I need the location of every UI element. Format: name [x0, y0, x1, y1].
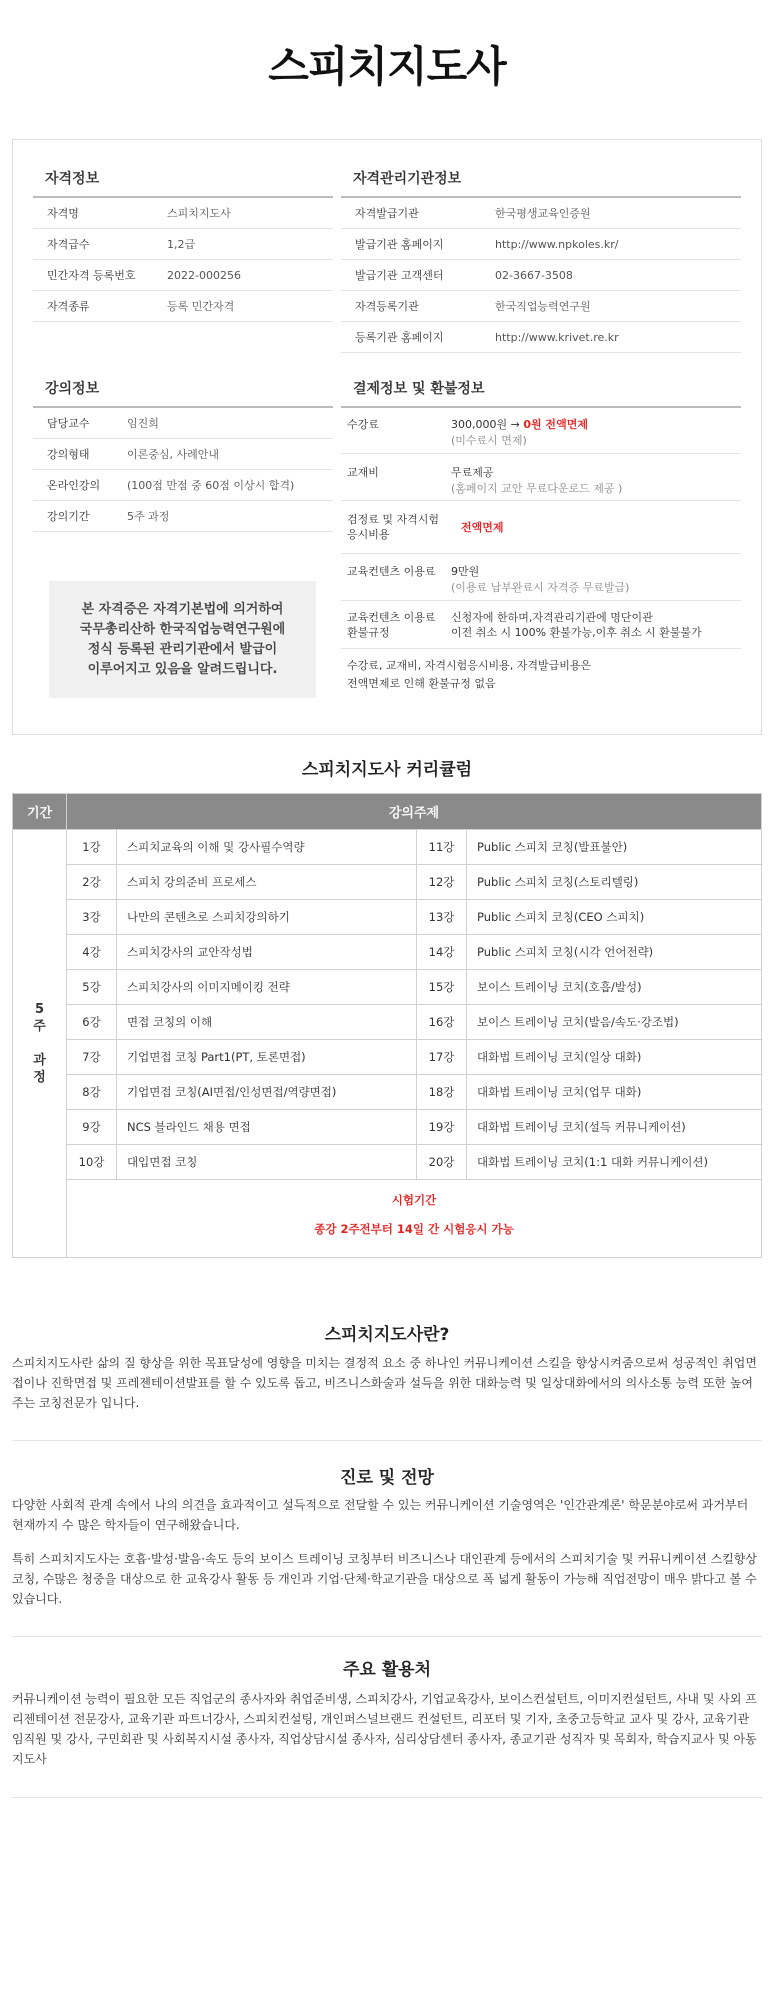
org-key: 자격등록기관	[355, 300, 419, 313]
exam-desc: 종강 2주전부터 14일 간 시험응시 가능	[67, 1220, 762, 1258]
lecture-topic: Public 스피치 코칭(스토리텔링)	[467, 865, 762, 900]
content-fee-note: (이용료 납부완료시 자격증 무료발급)	[451, 581, 630, 594]
info-box	[12, 139, 762, 735]
page-title: 스피치지도사	[268, 42, 506, 91]
lecture-number: 18강	[417, 1075, 467, 1110]
lecture-number: 4강	[67, 935, 117, 970]
lecture-key: 온라인강의	[47, 479, 101, 492]
lecture-topic: 기업면접 코칭(AI면접/인성면접/역량면접)	[117, 1075, 417, 1110]
lecture-number: 13강	[417, 900, 467, 935]
period-text: 정	[33, 1070, 46, 1085]
refund-text: 이전 취소 시 100% 환불가능,이후 취소 시 환불불가	[451, 626, 702, 639]
lecture-value: 5주 과정	[127, 510, 170, 523]
fee-price: 300,000원 →	[451, 418, 520, 431]
refund-text: 신청자에 한하며,자격관리기관에 명단이관	[451, 611, 653, 624]
qual-key: 자격명	[47, 207, 79, 220]
table-row	[13, 1075, 762, 1110]
payment-heading: 결제정보 및 환불정보	[341, 378, 741, 408]
lecture-number: 6강	[67, 1005, 117, 1040]
lecture-topic: 스피치강사의 이미지메이킹 전략	[117, 970, 417, 1005]
lecture-topic: 스피치교육의 이해 및 강사필수역량	[117, 830, 417, 865]
lecture-topic: Public 스피치 코칭(시각 언어전략)	[467, 935, 762, 970]
lecture-number: 2강	[67, 865, 117, 900]
notice-line: 본 자격증은 자격기본법에 의거하여	[81, 601, 284, 617]
curriculum-table	[12, 793, 762, 1258]
qual-key: 민간자격 등록번호	[47, 269, 136, 282]
qual-info-heading: 자격정보	[33, 168, 333, 198]
table-row	[13, 865, 762, 900]
book-label: 교재비	[347, 466, 379, 479]
lecture-number: 8강	[67, 1075, 117, 1110]
lecture-info-panel	[33, 378, 333, 532]
table-row	[13, 830, 762, 865]
book-value: 무료제공	[451, 466, 494, 479]
lecture-topic: 대화법 트레이닝 코치(1:1 대화 커뮤니케이션)	[467, 1145, 762, 1180]
lecture-row	[33, 408, 333, 439]
lecture-topic: 대입면접 코칭	[117, 1145, 417, 1180]
about-title: 스피치지도사란?	[324, 1325, 450, 1345]
lecture-number: 1강	[67, 830, 117, 865]
lecture-topic: 보이스 트레이닝 코치(호흡/발성)	[467, 970, 762, 1005]
career-title: 진로 및 전망	[340, 1468, 434, 1488]
lecture-number: 19강	[417, 1110, 467, 1145]
org-homepage-link[interactable]: http://www.npkoles.kr/	[495, 237, 619, 251]
qual-key: 자격급수	[47, 238, 90, 251]
fee-free: 0원 전액면제	[523, 418, 588, 431]
payment-panel	[341, 378, 741, 693]
fee-label: 수강료	[347, 418, 379, 431]
org-row	[341, 322, 741, 353]
org-row	[341, 291, 741, 322]
lecture-number: 14강	[417, 935, 467, 970]
lecture-number: 17강	[417, 1040, 467, 1075]
exam-fee-value: 전액면제	[461, 521, 504, 534]
notice-line: 정식 등록된 관리기관에서 발급이	[87, 641, 278, 657]
lecture-value: 이론중심, 사례안내	[127, 448, 220, 461]
table-row	[13, 900, 762, 935]
table-row	[13, 970, 762, 1005]
refund-footer	[341, 649, 741, 693]
topic-header: 강의주제	[67, 794, 762, 830]
qual-value: 등록 민간자격	[167, 300, 235, 313]
reg-homepage-link[interactable]: http://www.krivet.re.kr	[495, 330, 619, 344]
period-text: 과	[33, 1053, 46, 1068]
lecture-key: 담당교수	[47, 417, 90, 430]
exam-fee-label-line: 응시비용	[347, 528, 390, 541]
book-note: (홈페이지 교안 무료다운로드 제공 )	[451, 482, 623, 495]
refund-footer-line: 전액면제로 인해 환불규정 없음	[347, 677, 496, 690]
book-row	[341, 454, 741, 501]
qual-row	[33, 229, 333, 260]
org-info-panel	[341, 168, 741, 353]
divider	[12, 1636, 762, 1637]
lecture-number: 9강	[67, 1110, 117, 1145]
org-row	[341, 198, 741, 229]
lecture-row	[33, 439, 333, 470]
lecture-topic: NCS 블라인드 채용 면접	[117, 1110, 417, 1145]
notice-line: 국무총리산하 한국직업능력연구원에	[79, 621, 286, 637]
lecture-topic: 기업면접 코칭 Part1(PT, 토론면접)	[117, 1040, 417, 1075]
curriculum-title: 스피치지도사 커리큘럼	[301, 760, 473, 780]
lecture-value: 임진희	[127, 417, 159, 430]
lecture-number: 16강	[417, 1005, 467, 1040]
lecture-topic: 스피치 강의준비 프로세스	[117, 865, 417, 900]
lecture-number: 15강	[417, 970, 467, 1005]
exam-fee-row	[341, 501, 741, 554]
qual-row	[33, 260, 333, 291]
lecture-number: 12강	[417, 865, 467, 900]
org-key: 자격발급기관	[355, 207, 419, 220]
lecture-number: 5강	[67, 970, 117, 1005]
exam-fee-label	[341, 512, 451, 542]
period-text: 주	[33, 1019, 46, 1034]
content-fee-label: 교육컨텐츠 이용료	[347, 565, 436, 578]
notice-line: 이루어지고 있음을 알려드립니다.	[87, 661, 278, 677]
lecture-key: 강의형태	[47, 448, 90, 461]
about-text: 스피치지도사란 삶의 질 향상을 위한 목표달성에 영향을 미치는 결정적 요소 중 하나인 커뮤니케이션 스킬을 향상시켜줌으로써 성공적인 취업면접이나 진학면접 및 프레젠테이션발표를 할 수 있도록 돕고, 비즈니스화술과 설득을 위한 대화능력 및 일상대화에서의 의사소통 능력 또한 높여주는 코칭전문가 입니다.	[12, 1356, 757, 1410]
lecture-row	[33, 501, 333, 532]
fee-note: (미수료시 면제)	[451, 434, 527, 447]
period-cell	[13, 830, 67, 1258]
lecture-topic: Public 스피치 코칭(발표불안)	[467, 830, 762, 865]
career-text: 다양한 사회적 관계 속에서 나의 의견을 효과적이고 설득적으로 전달할 수 있는 커뮤니케이션 기술영역은 '인간관계론' 학문분야로써 과거부터 현재까지 수 많은 학자들이 연구해왔습니다.	[12, 1498, 749, 1532]
exam-row	[13, 1180, 762, 1220]
org-key: 등록기관 홈페이지	[355, 331, 444, 344]
org-row	[341, 260, 741, 291]
divider	[12, 1440, 762, 1441]
usage-text: 커뮤니케이션 능력이 필요한 모든 직업군의 종사자와 취업준비생, 스피치강사, 기업교육강사, 보이스컨설턴트, 이미지컨설턴트, 사내 및 사외 프리젠테이션 전문강사, 교육기관 파트너강사, 스피치컨설팅, 개인퍼스널브랜드 컨설턴트, 리포터 및 기자, 초중고등학교 교사 및 강사, 교육기관 임직원 및 강사, 구민회관 및 사회복지시설 종사자, 직업상담시설 종사자, 심리상담센터 종사자, 종교기관 성직자 및 목회자, 학습지교사 및 아동지도사	[12, 1692, 757, 1766]
refund-row	[341, 601, 741, 649]
qual-value: 2022-000256	[167, 268, 241, 282]
lecture-topic: 보이스 트레이닝 코치(발음/속도·강조법)	[467, 1005, 762, 1040]
career-text: 특히 스피치지도사는 호흡·발성·발음·속도 등의 보이스 트레이닝 코칭부터 비즈니스나 대인관계 등에서의 스피치기술 및 커뮤니케이션 스킬향상코칭, 수많은 청중을 대상으로 한 교육강사 활동 등 개인과 기업·단체·학교기관을 대상으로 폭 넓게 활동이 가능해 직업전망이 매우 밝다고 볼 수 있습니다.	[12, 1552, 757, 1606]
table-row	[13, 935, 762, 970]
lecture-topic: 스피치강사의 교안작성법	[117, 935, 417, 970]
table-row	[13, 1040, 762, 1075]
lecture-topic: 나만의 콘텐츠로 스피치강의하기	[117, 900, 417, 935]
fee-row	[341, 408, 741, 454]
refund-label-line: 환불규정	[347, 626, 390, 639]
lecture-info-heading: 강의정보	[33, 378, 333, 408]
qual-key: 자격종류	[47, 300, 90, 313]
period-header: 기간	[13, 794, 67, 830]
content-fee-value: 9만원	[451, 565, 480, 578]
refund-footer-line: 수강료, 교재비, 자격시험응시비용, 자격발급비용은	[347, 659, 592, 672]
org-value: 02-3667-3508	[495, 268, 573, 282]
lecture-number: 20강	[417, 1145, 467, 1180]
lecture-key: 강의기간	[47, 510, 90, 523]
usage-title: 주요 활용처	[342, 1660, 432, 1680]
exam-title: 시험기간	[67, 1180, 762, 1220]
qual-value: 스피치지도사	[167, 207, 231, 220]
notice-box	[49, 581, 316, 698]
lecture-topic: 대화법 트레이닝 코치(설득 커뮤니케이션)	[467, 1110, 762, 1145]
lecture-number: 7강	[67, 1040, 117, 1075]
refund-label-line: 교육컨텐츠 이용료	[347, 611, 436, 624]
lecture-topic: Public 스피치 코칭(CEO 스피치)	[467, 900, 762, 935]
table-row	[13, 1005, 762, 1040]
lecture-value: (100점 만점 중 60점 이상시 합격)	[127, 479, 295, 492]
lecture-number: 10강	[67, 1145, 117, 1180]
lecture-number: 3강	[67, 900, 117, 935]
lecture-number: 11강	[417, 830, 467, 865]
org-row	[341, 229, 741, 260]
lecture-topic: 대화법 트레이닝 코치(업무 대화)	[467, 1075, 762, 1110]
period-text: 5	[34, 1002, 45, 1017]
org-key: 발급기관 홈페이지	[355, 238, 444, 251]
table-row	[13, 1145, 762, 1180]
refund-label	[341, 610, 451, 648]
org-value: 한국직업능력연구원	[495, 300, 591, 313]
lecture-topic: 대화법 트레이닝 코치(일상 대화)	[467, 1040, 762, 1075]
qual-value: 1,2급	[167, 238, 196, 251]
org-key: 발급기관 고객센터	[355, 269, 444, 282]
qual-info-panel	[33, 168, 333, 322]
lecture-row	[33, 470, 333, 501]
lecture-topic: 면접 코칭의 이해	[117, 1005, 417, 1040]
exam-row	[13, 1220, 762, 1258]
table-row	[13, 1110, 762, 1145]
qual-row	[33, 198, 333, 229]
org-value: 한국평생교육인증원	[495, 207, 591, 220]
qual-row	[33, 291, 333, 322]
exam-fee-label-line: 검정료 및 자격시험	[347, 513, 440, 526]
divider	[12, 1797, 762, 1798]
content-fee-row	[341, 554, 741, 601]
org-info-heading: 자격관리기관정보	[341, 168, 741, 198]
